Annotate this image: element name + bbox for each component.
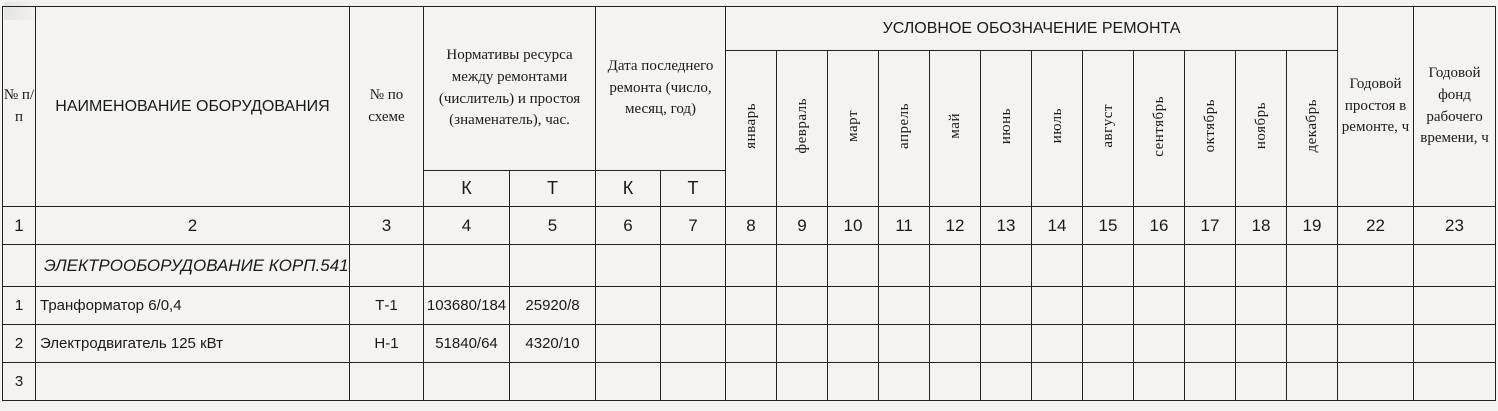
cell — [1236, 325, 1287, 363]
cell — [1134, 245, 1185, 287]
equipment-name: Транформатор 6/0,4 — [36, 287, 350, 325]
month-march: март — [828, 51, 879, 207]
col-num: 14 — [1032, 207, 1083, 245]
month-june: июнь — [981, 51, 1032, 207]
month-october: октябрь — [1185, 51, 1236, 207]
cell — [777, 363, 828, 401]
cell — [1185, 363, 1236, 401]
cell — [777, 325, 828, 363]
row-number: 1 — [3, 287, 36, 325]
cell — [930, 363, 981, 401]
cell — [828, 325, 879, 363]
col-num: 7 — [661, 207, 726, 245]
norm-t: 4320/10 — [510, 325, 596, 363]
cell — [596, 287, 661, 325]
repair-schedule-table — [2, 6, 1496, 401]
scheme-number: Н-1 — [350, 325, 424, 363]
col-num: 1 — [3, 207, 36, 245]
col-num: 9 — [777, 207, 828, 245]
cell — [1287, 325, 1338, 363]
col-num: 12 — [930, 207, 981, 245]
col-num: 11 — [879, 207, 930, 245]
cell — [726, 245, 777, 287]
table-row — [3, 325, 1496, 363]
col-num: 2 — [36, 207, 350, 245]
cell — [726, 287, 777, 325]
cell — [1134, 363, 1185, 401]
col-num: 10 — [828, 207, 879, 245]
cell — [510, 245, 596, 287]
cell — [828, 287, 879, 325]
cell — [828, 363, 879, 401]
cell — [1287, 245, 1338, 287]
col-num: 19 — [1287, 207, 1338, 245]
cell — [424, 245, 510, 287]
cell — [596, 363, 661, 401]
header-equipment-name: НАИМЕНОВАНИЕ ОБОРУДОВАНИЯ — [36, 7, 350, 207]
cell — [1032, 363, 1083, 401]
norm-t — [510, 363, 596, 401]
col-num: 17 — [1185, 207, 1236, 245]
cell — [1236, 287, 1287, 325]
norm-k — [424, 363, 510, 401]
row-number: 3 — [3, 363, 36, 401]
equipment-name — [36, 363, 350, 401]
cell — [1185, 325, 1236, 363]
col-num: 13 — [981, 207, 1032, 245]
norm-k: 51840/64 — [424, 325, 510, 363]
cell — [1236, 245, 1287, 287]
table-row — [3, 363, 1496, 401]
cell — [596, 325, 661, 363]
header-row-number: № п/п — [3, 7, 36, 207]
cell — [661, 363, 726, 401]
col-num: 15 — [1083, 207, 1134, 245]
cell — [981, 245, 1032, 287]
cell — [981, 325, 1032, 363]
month-august: август — [1083, 51, 1134, 207]
cell — [661, 245, 726, 287]
header-norms-t: Т — [510, 171, 596, 207]
month-may: май — [930, 51, 981, 207]
header-norms: Нормативы ресурса между ремонтами (числитель) и простоя (знаменатель), час. — [424, 7, 596, 171]
cell — [981, 363, 1032, 401]
cell — [1083, 363, 1134, 401]
column-number-row — [3, 207, 1496, 245]
cell — [661, 325, 726, 363]
col-num: 23 — [1414, 207, 1496, 245]
cell — [828, 245, 879, 287]
col-num: 5 — [510, 207, 596, 245]
month-december: декабрь — [1287, 51, 1338, 207]
col-num: 3 — [350, 207, 424, 245]
cell — [1338, 287, 1414, 325]
header-annual-fund: Годовой фонд рабочего времени, ч — [1414, 7, 1496, 207]
cell — [930, 325, 981, 363]
cell — [596, 245, 661, 287]
col-num: 4 — [424, 207, 510, 245]
cell — [1032, 325, 1083, 363]
cell — [930, 245, 981, 287]
month-september: сентябрь — [1134, 51, 1185, 207]
cell — [879, 245, 930, 287]
cell — [1236, 363, 1287, 401]
col-num: 22 — [1338, 207, 1414, 245]
cell — [350, 245, 424, 287]
cell — [1185, 287, 1236, 325]
section-row — [3, 245, 1496, 287]
cell — [1083, 287, 1134, 325]
header-norms-k: К — [424, 171, 510, 207]
cell — [1287, 363, 1338, 401]
header-scheme-number: № по схеме — [350, 7, 424, 207]
col-num: 8 — [726, 207, 777, 245]
cell — [1134, 325, 1185, 363]
header-date-t: Т — [661, 171, 726, 207]
cell — [1338, 363, 1414, 401]
row-number: 2 — [3, 325, 36, 363]
cell — [1414, 287, 1496, 325]
cell — [777, 287, 828, 325]
cell — [726, 325, 777, 363]
header-date-k: К — [596, 171, 661, 207]
cell — [1414, 325, 1496, 363]
cell — [1134, 287, 1185, 325]
cell — [661, 287, 726, 325]
cell — [3, 245, 36, 287]
scheme-number: Т-1 — [350, 287, 424, 325]
cell — [1414, 363, 1496, 401]
cell — [1083, 245, 1134, 287]
cell — [726, 363, 777, 401]
norm-t: 25920/8 — [510, 287, 596, 325]
month-january: январь — [726, 51, 777, 207]
col-num: 18 — [1236, 207, 1287, 245]
cell — [981, 287, 1032, 325]
equipment-name: Электродвигатель 125 кВт — [36, 325, 350, 363]
cell — [1414, 245, 1496, 287]
cell — [1185, 245, 1236, 287]
header-annual-downtime: Годовой простоя в ремонте, ч — [1338, 7, 1414, 207]
cell — [879, 287, 930, 325]
header-last-repair-date: Дата последнего ремонта (число, месяц, год) — [596, 7, 726, 171]
cell — [1083, 325, 1134, 363]
month-april: апрель — [879, 51, 930, 207]
cell — [879, 363, 930, 401]
month-november: ноябрь — [1236, 51, 1287, 207]
cell — [1338, 325, 1414, 363]
section-title: ЭЛЕКТРООБОРУДОВАНИЕ КОРП.541 — [36, 245, 350, 287]
cell — [1287, 287, 1338, 325]
month-july: июль — [1032, 51, 1083, 207]
scheme-number — [350, 363, 424, 401]
cell — [1032, 287, 1083, 325]
cell — [1338, 245, 1414, 287]
col-num: 6 — [596, 207, 661, 245]
month-february: февраль — [777, 51, 828, 207]
col-num: 16 — [1134, 207, 1185, 245]
cell — [777, 245, 828, 287]
cell — [879, 325, 930, 363]
cell — [930, 287, 981, 325]
norm-k: 103680/184 — [424, 287, 510, 325]
header-repair-symbol: УСЛОВНОЕ ОБОЗНАЧЕНИЕ РЕМОНТА — [726, 7, 1338, 51]
cell — [1032, 245, 1083, 287]
table-row — [3, 287, 1496, 325]
